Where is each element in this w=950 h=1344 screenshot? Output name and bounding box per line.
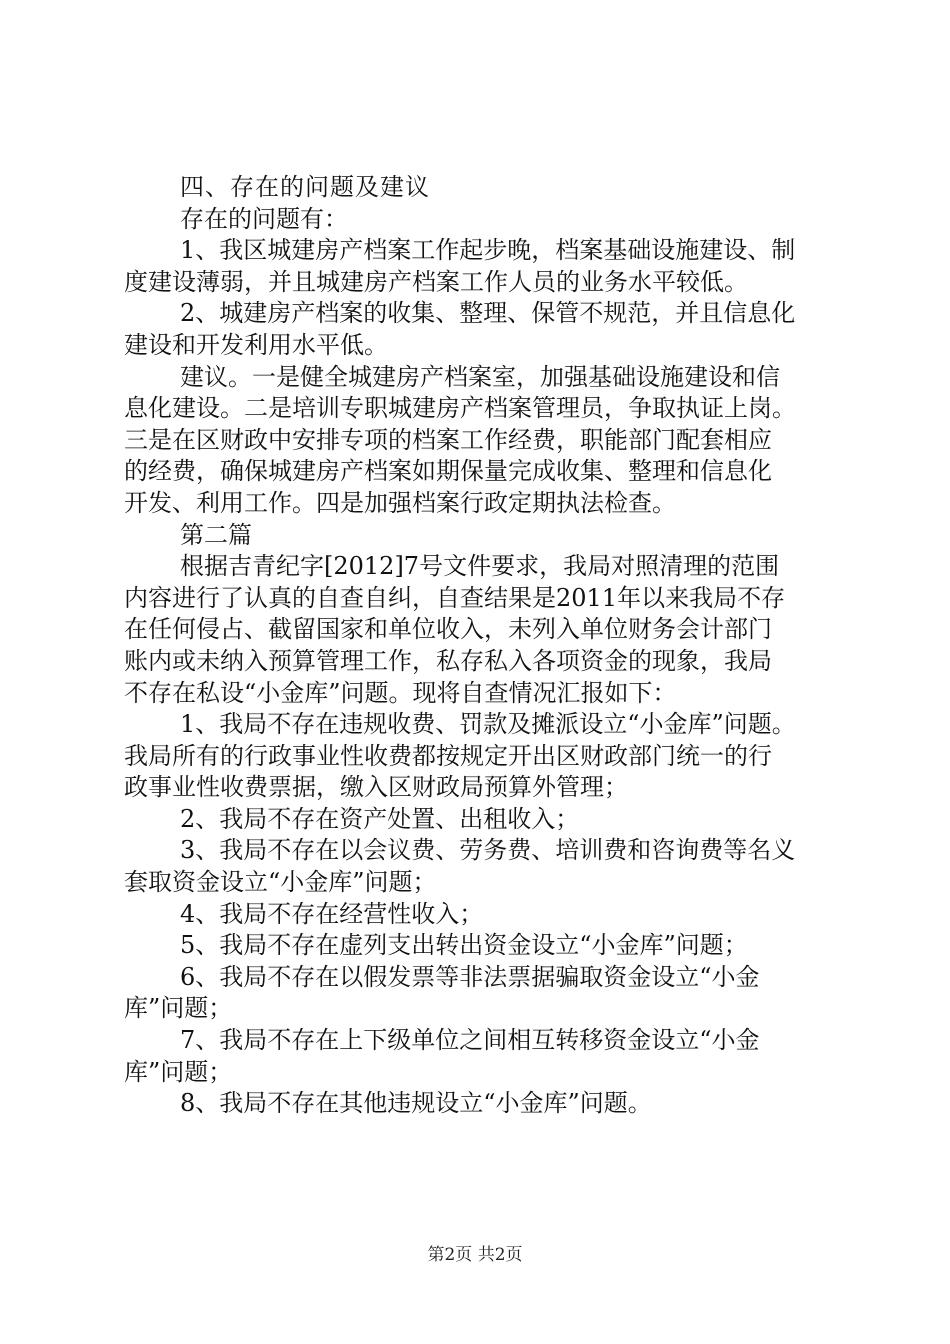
paragraph-line: 我局所有的行政事业性收费都按规定开出区财政部门统一的行 [124, 741, 772, 770]
second-intro-paragraph [124, 551, 834, 709]
paragraph-line: 建议。一是健全城建房产档案室，加强基础设施建设和信 [180, 362, 780, 391]
paragraph-line: 5、我局不存在虚列支出转出资金设立“小金库”问题； [180, 931, 748, 960]
paragraph-line: 7、我局不存在上下级单位之间相互转移资金设立“小金 [180, 1026, 760, 1055]
paragraph-line: 套取资金设立“小金库”问题； [124, 868, 437, 897]
suggestions-paragraph [124, 362, 834, 520]
paragraph-line: 1、我区城建房产档案工作起步晚，档案基础设施建设、制 [180, 236, 796, 265]
paragraph-line: 息化建设。二是培训专职城建房产档案管理员，争取执证上岗。 [124, 394, 796, 423]
section-title: 四、存在的问题及建议 [180, 173, 430, 201]
paragraph-line: 2、城建房产档案的收集、整理、保管不规范，并且信息化 [180, 299, 796, 328]
paragraph-line: 6、我局不存在以假发票等非法票据骗取资金设立“小金 [180, 962, 760, 991]
problems-intro: 存在的问题有： [180, 204, 348, 233]
page-footer: 第2页 共2页 [427, 1245, 523, 1265]
paragraph-line: 2、我局不存在资产处置、出租收入； [180, 804, 580, 833]
paragraph-line: 不存在私设“小金库”问题。现将自查情况汇报如下： [124, 678, 677, 707]
list-item [124, 709, 834, 804]
second-part-title: 第二篇 [180, 520, 252, 549]
paragraph-line: 的经费，确保城建房产档案如期保量完成收集、整理和信息化 [124, 457, 772, 486]
paragraph-line: 1、我局不存在违规收费、罚款及摊派设立“小金库”问题。 [180, 710, 796, 739]
list-item [124, 835, 834, 898]
paragraph-line: 开发、利用工作。四是加强档案行政定期执法检查。 [124, 488, 676, 517]
problem-item [124, 235, 834, 298]
list-item [124, 1088, 834, 1120]
list-item [124, 804, 834, 836]
paragraph-line: 三是在区财政中安排专项的档案工作经费，职能部门配套相应 [124, 425, 772, 454]
paragraph-line: 政事业性收费票据，缴入区财政局预算外管理； [124, 773, 628, 802]
paragraph-line: 库”问题； [124, 1057, 233, 1086]
paragraph-line: 内容进行了认真的自查自纠，自查结果是2011年以来我局不存 [124, 583, 786, 612]
list-item [124, 962, 834, 1025]
list-item [124, 930, 834, 962]
paragraph-line: 在任何侵占、截留国家和单位收入，未列入单位财务会计部门 [124, 615, 772, 644]
paragraph-line: 账内或未纳入预算管理工作，私存私入各项资金的现象，我局 [124, 646, 772, 675]
paragraph-line: 建设和开发利用水平低。 [124, 330, 388, 359]
list-item [124, 1025, 834, 1088]
list-item [124, 899, 834, 931]
paragraph-line: 库”问题； [124, 994, 233, 1023]
paragraph-line: 8、我局不存在其他违规设立“小金库”问题。 [180, 1089, 652, 1118]
paragraph-line: 根据吉青纪字[2012]7号文件要求，我局对照清理的范围 [180, 552, 780, 581]
paragraph-line: 4、我局不存在经营性收入； [180, 899, 484, 928]
problem-item [124, 298, 834, 361]
paragraph-line: 度建设薄弱，并且城建房产档案工作人员的业务水平较低。 [124, 267, 748, 296]
document-body [124, 172, 834, 1120]
paragraph-line: 3、我局不存在以会议费、劳务费、培训费和咨询费等名义 [180, 836, 796, 865]
